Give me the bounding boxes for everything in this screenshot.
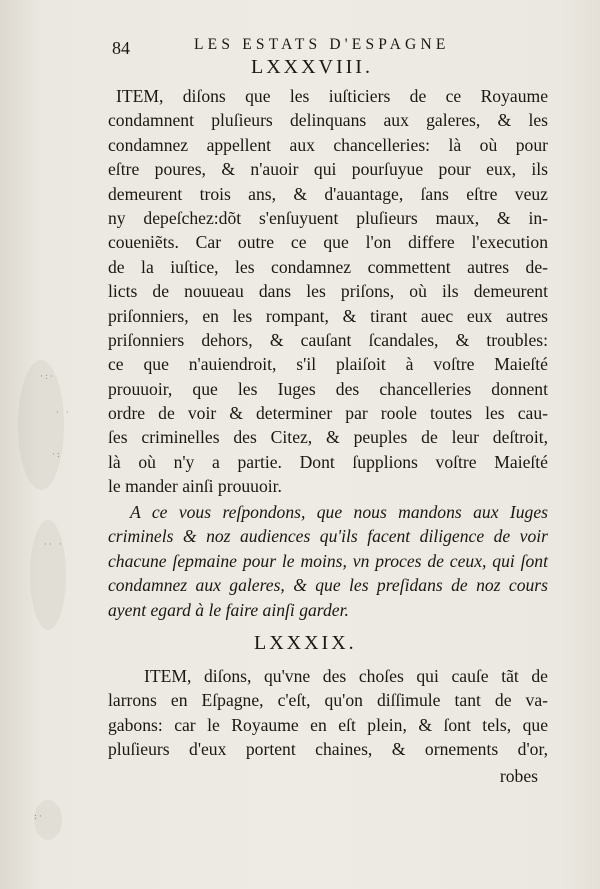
response-line: ayent egard à le faire ainſi garder.	[108, 599, 349, 620]
body-line: licts de nouueau dans les priſons, où ils demeurent	[108, 281, 548, 302]
body-line: prouuoir, que les Iuges des chancelleries donnent	[108, 378, 548, 399]
body-line: pluſieurs d'eux portent chaines, & ornements d'or,	[108, 739, 548, 760]
margin-mark: ·· ·	[44, 540, 64, 550]
body-line: là où n'y a partie. Dont ſupplions voſtre Maieſté	[108, 451, 548, 472]
body-line: eſtre poures, & n'auoir qui pourſuyue pour eux, ils	[108, 159, 548, 180]
section-89-body	[108, 664, 548, 762]
body-line: le mander ainſi prouuoir.	[108, 476, 282, 497]
section-88-response	[108, 500, 548, 622]
body-line: priſonniers dehors, & cauſant ſcandales, & troubles:	[108, 329, 548, 350]
body-line: coueniẽts. Car outre ce que l'on differe l'execution	[108, 232, 548, 253]
section-88-body	[108, 84, 548, 499]
margin-mark: ·:	[52, 450, 62, 460]
margin-mark: ·:·	[40, 372, 55, 382]
margin-mark: :·	[34, 812, 44, 822]
body-line: ITEM, diſons que les iuſticiers de ce Royaume	[116, 86, 548, 106]
body-line: ordre de voir & determiner par roole toutes les cau-	[108, 403, 548, 424]
body-line: ITEM, diſons, qu'vne des choſes qui cauſe tãt de	[144, 666, 548, 686]
body-line: priſonniers, en les rompant, & tirant auec eux autres	[108, 305, 548, 326]
running-head: LES ESTATS D'ESPAGNE	[194, 36, 450, 53]
body-line: ny depeſchez:dõt s'enſuyuent pluſieurs maux, & in-	[108, 207, 548, 228]
body-line: de la iuſtice, les condamnez commettent autres de-	[108, 256, 548, 277]
response-line: A ce vous reſpondons, que nous mandons aux Iuges	[130, 502, 548, 522]
section-heading-89: LXXXIX.	[254, 632, 357, 654]
margin-mark: · ·	[56, 408, 71, 418]
body-line: demeurent trois ans, & d'auantage, ſans eſtre veuz	[108, 183, 548, 204]
response-line: chacune ſepmaine pour le moins, vn proces de ceux, qui ſont	[108, 550, 548, 571]
body-line: condamnent pluſieurs delinquans aux galeres, & les	[108, 110, 548, 131]
response-line: criminels & noz audiences qu'ils facent diligence de voir	[108, 526, 548, 547]
body-line: larrons en Eſpagne, c'eſt, qu'on diſſimule tant de va-	[108, 690, 548, 711]
response-line: condamnez aux galeres, & que les preſidans de noz cours	[108, 575, 548, 596]
page-number: 84	[112, 38, 130, 58]
body-line: ce que n'auiendroit, s'il plaiſoit à voſtre Maieſté	[108, 354, 548, 375]
body-line: condamnez appellent aux chancelleries: là où pour	[108, 134, 548, 155]
body-line: gabons: car le Royaume en eſt plein, & ſont tels, que	[108, 714, 548, 735]
body-line: ſes criminelles des Citez, & peuples de leur deſtroit,	[108, 427, 548, 448]
left-margin-smudge-lower	[30, 520, 66, 630]
catchword: robes	[499, 766, 538, 786]
section-heading-88: LXXXVIII.	[251, 56, 373, 78]
